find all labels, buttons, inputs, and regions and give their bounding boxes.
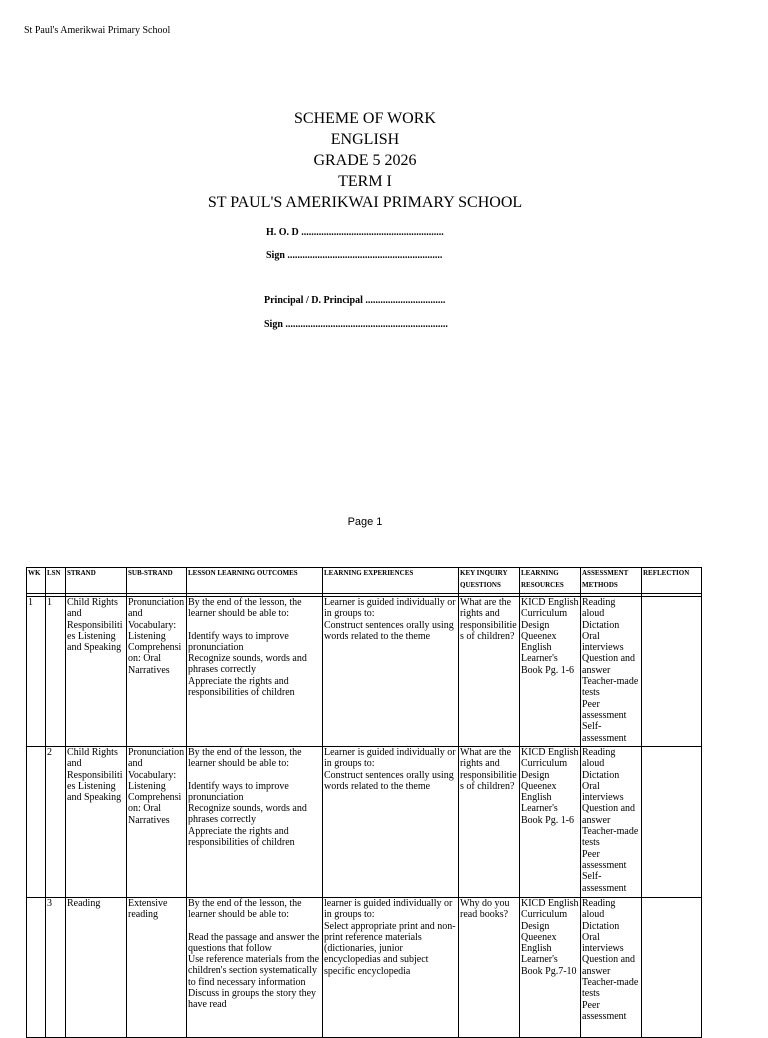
hod-line: H. O. D ......................................................... xyxy=(266,227,444,238)
header-wk: WK xyxy=(27,568,46,594)
cell-wk xyxy=(27,747,46,898)
outcomes-intro: By the end of the lesson, the learner should be able to: xyxy=(188,597,302,620)
title-line-2: ENGLISH xyxy=(330,131,400,148)
cell-assessment: Reading aloud Dictation Oral interviews Question and answer Teacher-made tests Peer assessment xyxy=(581,898,642,1038)
table-header-row xyxy=(27,568,702,594)
header-reflection: REFLECTION xyxy=(642,568,702,594)
cell-resources: KICD English Curriculum Design Queenex English Learner's Book Pg.7-10 xyxy=(520,898,581,1038)
header-inquiry xyxy=(459,568,520,594)
outcomes-list: Identify ways to improve pronunciation Recognize sounds, words and phrases correctly Appreciate the rights and responsibilities of children xyxy=(188,630,307,699)
cell-inquiry: What are the rights and responsibilities of children? xyxy=(459,747,520,898)
header-strand: STRAND xyxy=(66,568,127,594)
principal-sign-line: Sign ................................................................. xyxy=(264,319,448,330)
header-assessment xyxy=(581,568,642,594)
cell-outcomes xyxy=(187,898,323,1038)
cell-substrand: Pronunciation and Vocabulary: Listening Comprehension: Oral Narratives xyxy=(127,597,187,747)
cell-strand: Child Rights and Responsibilities Listening and Speaking xyxy=(66,597,127,747)
header-lsn: LSN xyxy=(46,568,66,594)
header-substrand: SUB-STRAND xyxy=(127,568,187,594)
table-row xyxy=(27,898,702,1038)
header-inquiry-l2: QUESTIONS xyxy=(460,580,501,589)
header-assessment-l2: METHODS xyxy=(582,580,618,589)
title-line-1: SCHEME OF WORK xyxy=(294,110,436,127)
title-line-4: TERM I xyxy=(338,173,392,190)
cell-substrand: Pronunciation and Vocabulary: Listening Comprehension: Oral Narratives xyxy=(127,747,187,898)
cell-resources: KICD English Curriculum Design Queenex English Learner's Book Pg. 1-6 xyxy=(520,747,581,898)
running-header: St Paul's Amerikwai Primary School xyxy=(24,25,171,36)
cell-lsn: 1 xyxy=(46,597,66,747)
header-resources-l2: RESOURCES xyxy=(521,580,564,589)
table-row xyxy=(27,747,702,898)
header-outcomes: LESSON LEARNING OUTCOMES xyxy=(187,568,323,594)
table-row xyxy=(27,597,702,747)
header-resources-l1: LEARNING xyxy=(521,569,559,577)
cell-wk xyxy=(27,898,46,1038)
cell-wk: 1 xyxy=(27,597,46,747)
cell-experiences: Learner is guided individually or in groups to: Construct sentences orally using words related to the theme xyxy=(323,597,459,747)
cell-substrand: Extensive reading xyxy=(127,898,187,1038)
title-line-5: ST PAUL'S AMERIKWAI PRIMARY SCHOOL xyxy=(207,194,523,211)
cell-assessment: Reading aloud Dictation Oral interviews Question and answer Teacher-made tests Peer assessment Self-assessment xyxy=(581,597,642,747)
header-experiences: LEARNING EXPERIENCES xyxy=(323,568,459,594)
page-number: Page 1 xyxy=(347,516,383,528)
cell-lsn: 2 xyxy=(46,747,66,898)
cell-strand: Reading xyxy=(66,898,127,1038)
hod-sign-line: Sign .............................................................. xyxy=(266,250,443,261)
cell-experiences: Learner is guided individually or in groups to: Construct sentences orally using words related to the theme xyxy=(323,747,459,898)
cell-outcomes xyxy=(187,597,323,747)
outcomes-intro: By the end of the lesson, the learner should be able to: xyxy=(188,747,302,770)
cell-reflection xyxy=(642,597,702,747)
cell-strand: Child Rights and Responsibilities Listening and Speaking xyxy=(66,747,127,898)
scheme-table xyxy=(26,567,702,1038)
cell-inquiry: What are the rights and responsibilities of children? xyxy=(459,597,520,747)
header-assessment-l1: ASSESSMENT xyxy=(582,569,629,577)
cell-experiences: learner is guided individually or in groups to: Select appropriate print and non-print reference materials (dictionaries, junior encyclopedias and subject specific encyclopedia xyxy=(323,898,459,1038)
header-resources xyxy=(520,568,581,594)
title-line-3: GRADE 5 2026 xyxy=(313,152,417,169)
cell-lsn: 3 xyxy=(46,898,66,1038)
outcomes-list: Read the passage and answer the questions that follow Use reference materials from the children's section systematically to find necessary information Discuss in groups the story they have read xyxy=(188,931,320,1011)
title-block xyxy=(0,108,730,213)
cell-inquiry: Why do you read books? xyxy=(459,898,520,1038)
cell-assessment: Reading aloud Dictation Oral interviews Question and answer Teacher-made tests Peer assessment Self-assessment xyxy=(581,747,642,898)
cell-reflection xyxy=(642,898,702,1038)
cell-outcomes xyxy=(187,747,323,898)
outcomes-list: Identify ways to improve pronunciation Recognize sounds, words and phrases correctly Appreciate the rights and responsibilities of children xyxy=(188,780,307,849)
principal-line: Principal / D. Principal ................................ xyxy=(264,295,446,306)
header-inquiry-l1: KEY INQUIRY xyxy=(460,569,508,577)
cell-reflection xyxy=(642,747,702,898)
outcomes-intro: By the end of the lesson, the learner should be able to: xyxy=(188,898,302,921)
cell-resources: KICD English Curriculum Design Queenex English Learner's Book Pg. 1-6 xyxy=(520,597,581,747)
